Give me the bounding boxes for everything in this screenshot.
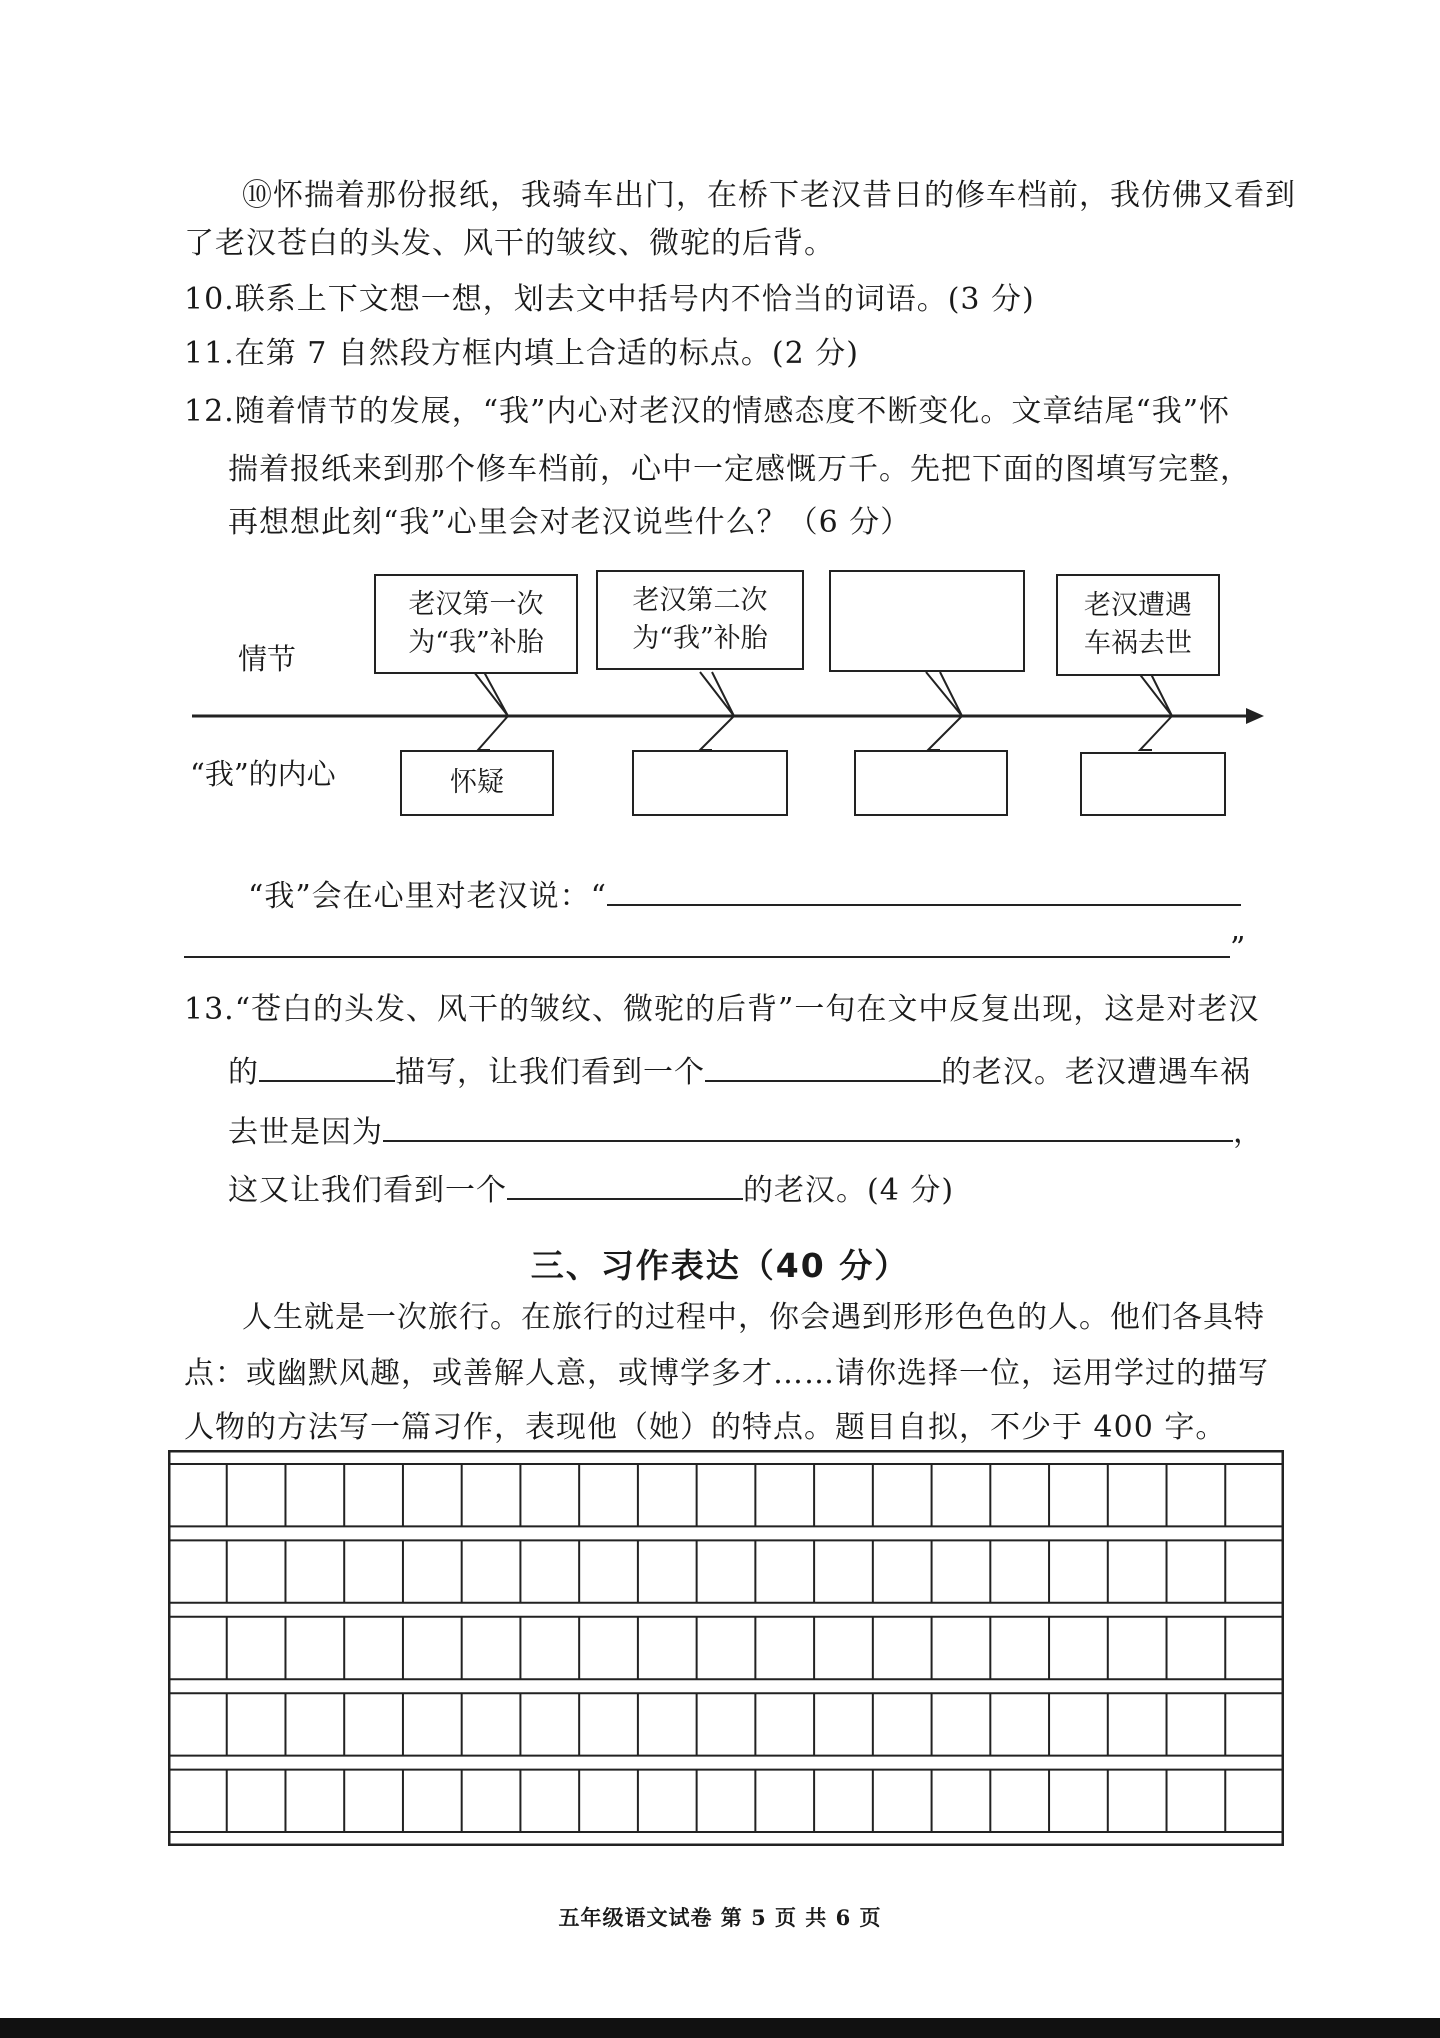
composition-prompt-line2: 点：或幽默风趣，或善解人意，或博学多才……请你选择一位，运用学过的描写: [184, 1356, 1269, 1391]
passage-para10-line2: 了老汉苍白的头发、风干的皱纹、微驼的后背。: [184, 226, 835, 261]
plot-box-3-blank[interactable]: [829, 570, 1025, 672]
composition-writing-grid[interactable]: [168, 1450, 1284, 1846]
say-prefix: “我”会在心里对老汉说：“: [248, 879, 608, 914]
say-answer-blank-1[interactable]: [607, 874, 1241, 906]
heart-box-1: 怀疑: [400, 750, 554, 816]
question-13-line4: [228, 1168, 954, 1211]
q13-blank-old-man-2[interactable]: [507, 1168, 743, 1200]
q13-text-b: 描写，让我们看到一个: [395, 1055, 705, 1090]
question-12-line2: 揣着报纸来到那个修车档前，心中一定感慨万千。先把下面的图填写完整，: [228, 452, 1251, 487]
plot-box-2: 老汉第二次 为“我”补胎: [596, 570, 804, 670]
q13-blank-old-man-1[interactable]: [705, 1050, 941, 1082]
heart-label: “我”的内心: [190, 757, 336, 791]
plot-pointer-2: [700, 672, 734, 716]
say-line-1: [248, 874, 1241, 917]
heart-box-2-blank[interactable]: [632, 750, 788, 816]
q13-text-e: ，: [1233, 1115, 1264, 1150]
heart-pointer-2: [700, 716, 734, 750]
question-12-line1: 12.随着情节的发展，“我”内心对老汉的情感态度不断变化。文章结尾“我”怀: [184, 394, 1231, 429]
timeline-arrowhead: [1246, 708, 1264, 724]
q13-blank-description[interactable]: [259, 1050, 395, 1082]
composition-prompt-line1: 人生就是一次旅行。在旅行的过程中，你会遇到形形色色的人。他们各具特: [242, 1300, 1265, 1335]
heart-box-4-blank[interactable]: [1080, 752, 1226, 816]
plot-box-1: 老汉第一次 为“我”补胎: [374, 574, 578, 674]
heart-pointer-1: [478, 716, 508, 750]
question-13-line1: 13.“苍白的头发、风干的皱纹、微驼的后背”一句在文中反复出现，这是对老汉: [184, 992, 1260, 1027]
plot-pointer-1: [474, 672, 508, 716]
say-line-2: [184, 926, 1246, 969]
heart-pointer-4: [1140, 716, 1172, 750]
q13-text-a: 的: [228, 1055, 259, 1090]
section-title-composition: 三、习作表达（40 分）: [530, 1246, 910, 1285]
page-footer: 五年级语文试卷 第 5 页 共 6 页: [558, 1905, 882, 1930]
question-10: 10.联系上下文想一想，划去文中括号内不恰当的词语。(3 分): [184, 282, 1035, 317]
q13-text-d: 去世是因为: [228, 1115, 383, 1150]
heart-box-3-blank[interactable]: [854, 750, 1008, 816]
q13-text-c: 的老汉。老汉遭遇车祸: [941, 1055, 1251, 1090]
question-12-line3: 再想想此刻“我”心里会对老汉说些什么？（6 分）: [228, 505, 912, 540]
heart-pointer-3: [928, 716, 962, 750]
q13-blank-reason[interactable]: [383, 1110, 1233, 1142]
q13-text-f: 这又让我们看到一个: [228, 1173, 507, 1208]
plot-box-4: 老汉遭遇 车祸去世: [1056, 574, 1220, 676]
q13-text-g: 的老汉。(4 分): [743, 1173, 955, 1208]
plot-label: 情节: [238, 642, 297, 676]
plot-pointer-3: [926, 672, 962, 716]
scan-edge-bar: [0, 2018, 1440, 2038]
plot-pointer-4: [1138, 672, 1172, 716]
say-answer-blank-2[interactable]: [184, 926, 1230, 958]
question-13-line2: [228, 1050, 1251, 1093]
say-close-quote: ”: [1230, 931, 1247, 966]
passage-para10-line1: ⑩怀揣着那份报纸，我骑车出门，在桥下老汉昔日的修车档前，我仿佛又看到: [242, 178, 1296, 213]
composition-prompt-line3: 人物的方法写一篇习作，表现他（她）的特点。题目自拟，不少于 400 字。: [184, 1410, 1227, 1445]
question-13-line3: [228, 1110, 1264, 1153]
question-11: 11.在第 7 自然段方框内填上合适的标点。(2 分): [184, 336, 859, 371]
